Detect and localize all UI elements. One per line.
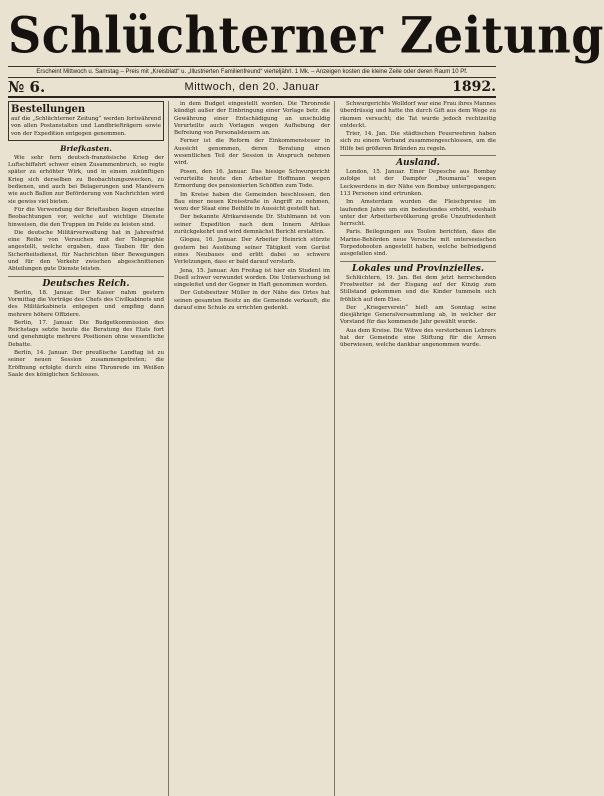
article-paragraph: Der „Kriegerverein“ hielt am Sonntag seine diesjährige Generalversammlung ab, in welcher der Vorstand für das kommende Jahr gewählt wurde. <box>340 304 496 326</box>
article-paragraph: Im Amsterdam wurden die Fleischpreise im laufenden Jahre um ein bedeutendes erhöht, weshalb unter der Arbeiterbevölkerung große Unzufriedenheit herrscht. <box>340 199 496 228</box>
column-1 <box>8 101 169 796</box>
masthead-subline: Erscheint Mittwoch u. Samstag – Preis mit „Kreisblatt“ u. „Illustrierten Familienfreund“ vierteljährl. 1 Mk. – Anzeigen kosten die kleine Zeile oder deren Raum 10 Pf. <box>8 66 496 78</box>
column-2 <box>174 101 335 796</box>
masthead-title: Schlüchterner Zeitung <box>8 5 604 65</box>
article-paragraph: Wie sehr fern deutsch-französische Krieg der Luftschiffahrt schwer einen Zusammenbruch, so regte später zu erhöhter Wirk, und in einem zukünftigen Krieg sich derselben zu Beobachtungszwecken, zu bedienen, und auch bei Belagerungen und Manövern wie auch Ballon zur Beförderung von Nachrichten wird sie gewiss viel bieten. <box>8 154 164 205</box>
article-paragraph: Der Gutsbesitzer Müller in der Nähe des Ortes hat seinen gesamten Besitz an die Gemeinde verkauft, die darauf eine Schule zu errichten gedenkt. <box>174 290 330 312</box>
divider <box>8 276 164 277</box>
issue-number: № 6. <box>8 78 46 96</box>
article-paragraph: Jena, 15. Januar. Am Freitag ist hier ein Student im Duell schwer verwundet worden. Die Untersuchung ist eingeleitet und der Gegner in Haft genommen worden. <box>174 267 330 289</box>
article-paragraph: Berlin, 17. Januar. Die Budgetkommission des Reichstags setzte heute die Beratung des Etats fort und genehmigte mehrere Positionen ohne wesentliche Debatte. <box>8 319 164 348</box>
issue-row <box>8 78 496 98</box>
divider <box>340 261 496 262</box>
article-columns <box>8 101 496 796</box>
section-heading: Briefkasten. <box>60 143 112 153</box>
subscription-text: auf die „Schlüchterner Zeitung“ werden fortwährend von allen Postanstalten und Landbriefträgern sowie von der Expedition entgegen genommen. <box>11 116 161 137</box>
article-paragraph: Glogau, 16. Januar. Der Arbeiter Heinrich stürzte gestern bei Ausübung seiner Tätigkeit vom Gerüst eines Neubaues und erlitt dabei so schwere Verletzungen, dass er bald darauf verstarb. <box>174 237 330 266</box>
article-paragraph: Für die Verwendung der Brieftauben liegen einzelne Beobachtungen vor, welche auf wichtige Dienste hinweisen, die den Truppen im Felde zu leisten sind. <box>8 206 164 228</box>
article-paragraph: in dem Budget eingestellt worden. Die Thronrede kündigt außer der Einbringung einer Vorlage betr. die Gewährung einer Entschädigung an unschuldig Verurteilte auch Vorlagen wegen Aufhebung der Befreiung von Personalsteuern an. <box>174 101 330 137</box>
article-paragraph: Schlüchtern, 19. Jan. Bei dem jetzt herrschenden Frostwetter ist der Eisgang auf der Kinzig zum Stillstand gekommen und die Kinder tummeln sich fröhlich auf dem Eise. <box>340 274 496 303</box>
article-paragraph: Aus dem Kreise. Die Witwe des verstorbenen Lehrers hat der Gemeinde eine Stiftung für die Armen überwiesen, welche dankbar angenommen wurde. <box>340 327 496 349</box>
column-3 <box>340 101 496 796</box>
divider <box>340 155 496 156</box>
section-heading: Ausland. <box>396 158 440 169</box>
subscription-box <box>8 101 164 141</box>
section-heading: Lokales und Provinzielles. <box>352 263 484 274</box>
issue-date: Mittwoch, den 20. Januar <box>184 81 320 93</box>
article-paragraph: Schwurgerichts Wolldorf war eine Frau ihres Mannes überdrüssig und hatte ihn durch Gift aus dem Wege zu räumen versucht; die Tat wurde jedoch rechtzeitig entdeckt. <box>340 101 496 129</box>
article-paragraph: London, 15. Januar. Einer Depesche aus Bombay zufolge ist der Dampfer „Roumania“ wegen Leckwerdens in der Nähe von Bombay untergegangen; 113 Personen sind ertrunken. <box>340 169 496 197</box>
article-paragraph: Trier, 14. Jan. Die städtischen Feuerwehren haben sich zu einem Verband zusammengeschlossen, um die Hilfe bei größeren Bränden zu regeln. <box>340 131 496 152</box>
article-paragraph: Ferner ist die Reform der Einkommensteuer in Aussicht genommen, deren Beratung einen wesentlichen Teil der Session in Anspruch nehmen wird. <box>174 138 330 167</box>
section-heading: Deutsches Reich. <box>42 278 130 289</box>
article-paragraph: Posen, den 16. Januar. Das hiesige Schwurgericht verurteilte heute den Arbeiter Hoffmann wegen Ermordung des pensionierten Schöffen zum Tode. <box>174 168 330 190</box>
issue-year: 1892. <box>452 79 496 95</box>
article-paragraph: Berlin, 18. Januar. Der Kaiser nahm gestern Vormittag die Vorträge des Chefs des Civilkabinets und des Militärkabinets entgegen und empfing dann mehrere höhere Offiziere. <box>8 289 164 318</box>
article-paragraph: Berlin, 14. Januar. Der preußische Landtag ist zu seiner neuen Session zusammengetreten; die Eröffnung erfolgte durch eine Thronrede im Weißen Saale des königlichen Schlosses. <box>8 350 164 378</box>
article-paragraph: Im Kreise haben die Gemeinden beschlossen, den Bau einer neuen Kreisstraße in Angriff zu nehmen, wozu der Staat eine Beihilfe in Aussicht gestellt hat. <box>174 191 330 213</box>
article-paragraph: Paris. Beilegungen aus Toulon berichten, dass die Marine-Behörden neue Versuche mit unterseeischen Torpedobooten angestellt haben, welche befriedigend ausgefallen sind. <box>340 229 496 258</box>
article-paragraph: Der bekannte Afrikareisende Dr. Stuhlmann ist von seiner Expedition nach dem Innern Afrikas zurückgekehrt und wird demnächst Bericht erstatten. <box>174 214 330 236</box>
subscription-heading: Bestellungen <box>11 104 86 115</box>
article-paragraph: Die deutsche Militärverwaltung hat in Jahresfrist eine Reihe von Versuchen mit der Telegraphie angestellt, welche ergaben, dass Tauben für den Sicherheitsdienst, für Nachrichten über Bewegungen und für den Verkehr zwischen abgeschnittenen Abteilungen gute Dienste leisten. <box>8 229 164 273</box>
